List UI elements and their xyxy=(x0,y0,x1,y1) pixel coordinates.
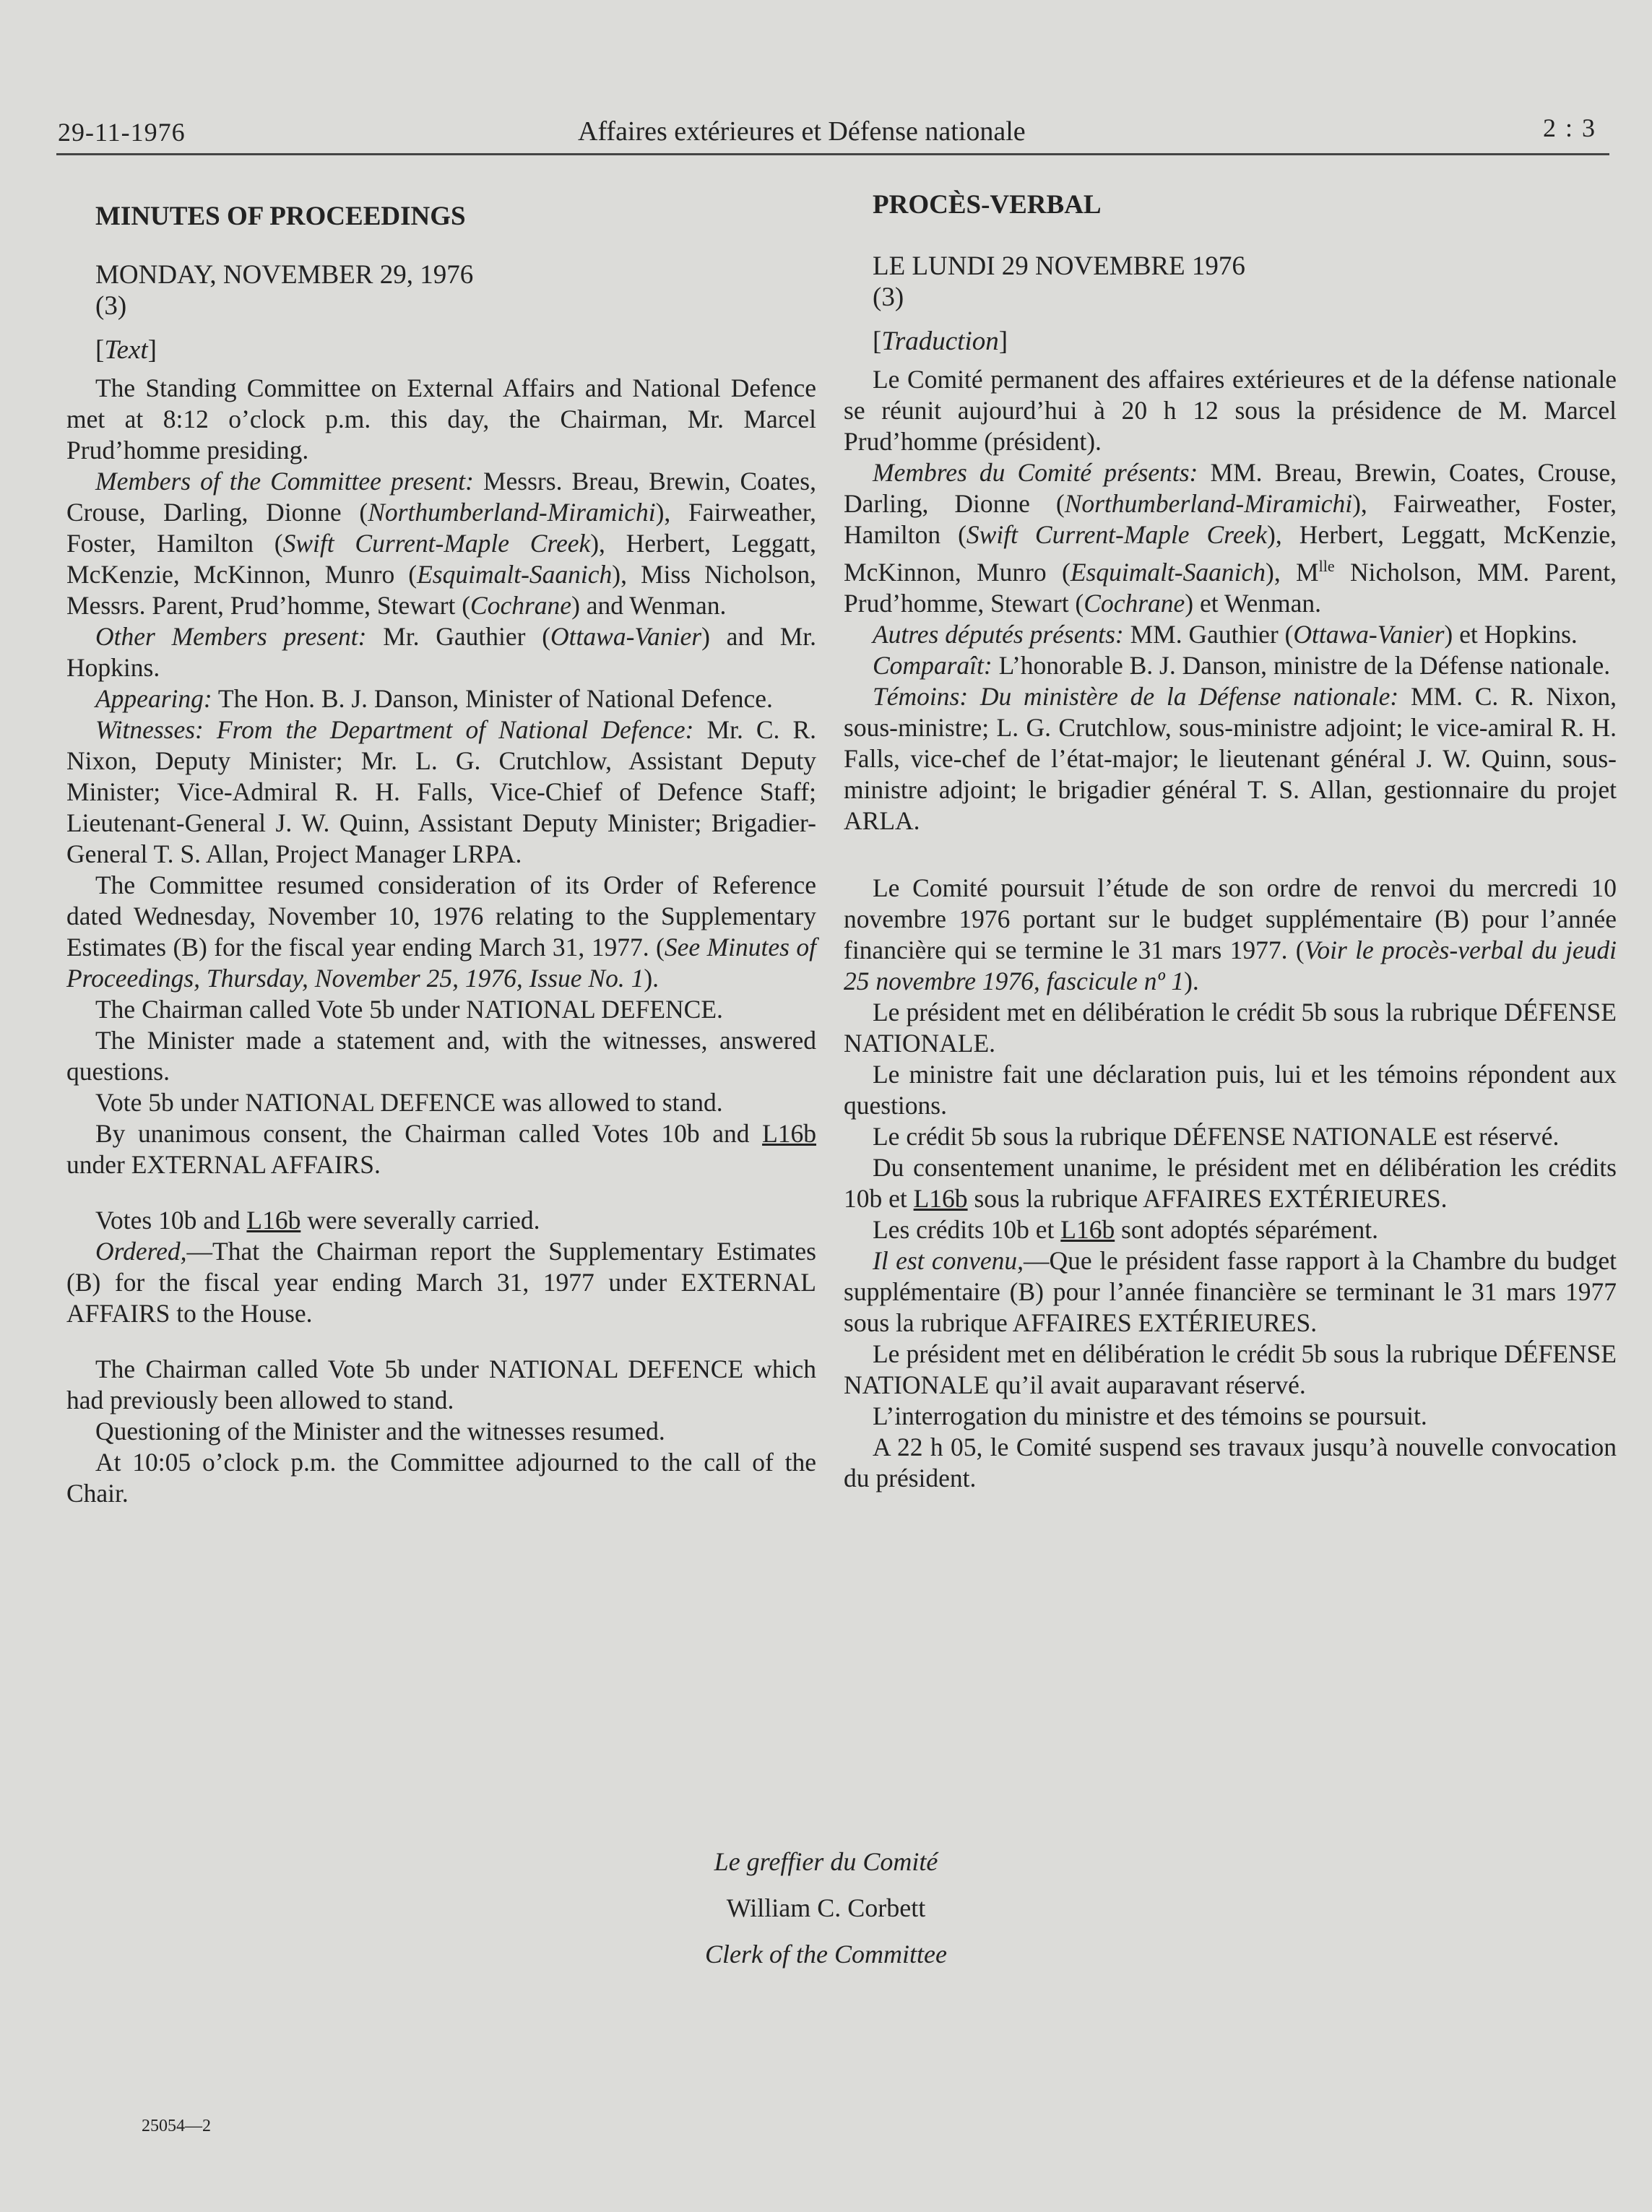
french-paragraph: Les crédits 10b et L16b sont adoptés séparément. xyxy=(873,1214,1378,1244)
english-appearing: Appearing: The Hon. B. J. Danson, Minister of National Defence. xyxy=(95,684,773,713)
english-paragraph: Votes 10b and L16b were severally carried. xyxy=(95,1206,540,1235)
english-witnesses: Witnesses: From the Department of National Defence: Mr. C. R. Nixon, Deputy Minister; Mr. L. G. Crutchlow, Assistant Deputy Minister; Vice-Admiral R. H. Falls, Vice-Chief of Defence Staff; Lieutenant-General J. W. Quinn, Assistant Deputy Minister; Brigadier-General T. S. Allan, Project Manager LRPA. xyxy=(66,715,816,868)
english-paragraph: At 10:05 o’clock p.m. the Committee adjourned to the call of the Chair. xyxy=(66,1448,816,1508)
french-members-present: Membres du Comité présents: MM. Breau, Brewin, Coates, Crouse, Darling, Dionne (Northumberland-Miramichi), Fairweather, Foster, Hamilton (Swift Current-Maple Creek), Herbert, Leggatt, McKenzie, McKinnon, Munro (Esquimalt-Saanich), $M^{lle}$ Nicholson, MM. Parent, Prud’homme, Stewart (Cochrane) et Wenman. xyxy=(844,458,1617,618)
english-paragraph: The Committee resumed consideration of its Order of Reference dated Wednesday, November 10, 1976 relating to the Supplementary Estimates (B) for the fiscal year ending March 31, 1977. (See Minutes of Proceedings, Thursday, November 25, 1976, Issue No. 1). xyxy=(66,870,816,993)
english-order: Ordered,—That the Chairman report the Supplementary Estimates (B) for the fiscal year ending March 31, 1977 under EXTERNAL AFFAIRS to the House. xyxy=(66,1237,816,1328)
page-header xyxy=(58,108,1596,153)
french-title: PROCÈS-VERBAL xyxy=(873,190,1102,220)
english-date: MONDAY, NOVEMBER 29, 1976 xyxy=(95,260,474,290)
french-paragraph: Le président met en délibération le crédit 5b sous la rubrique DÉFENSE NATIONALE qu’il avait auparavant réservé. xyxy=(844,1339,1617,1399)
english-paragraph: The Chairman called Vote 5b under NATIONAL DEFENCE which had previously been allowed to stand. xyxy=(66,1355,816,1414)
english-paragraph: By unanimous consent, the Chairman called Votes 10b and L16b under EXTERNAL AFFAIRS. xyxy=(66,1119,816,1179)
english-number: (3) xyxy=(95,291,127,321)
french-number: (3) xyxy=(873,282,904,312)
signature-role-english: Clerk of the Committee xyxy=(705,1940,947,1969)
english-title: MINUTES OF PROCEEDINGS xyxy=(95,202,466,231)
english-column xyxy=(66,201,816,1509)
signature-name: William C. Corbett xyxy=(726,1893,926,1922)
english-paragraph: Vote 5b under NATIONAL DEFENCE was allowed to stand. xyxy=(95,1088,723,1117)
french-other-members: Autres députés présents: MM. Gauthier (Ottawa-Vanier) et Hopkins. xyxy=(873,619,1578,649)
french-appearing: Comparaît: L’honorable B. J. Danson, ministre de la Défense nationale. xyxy=(873,650,1611,680)
french-column xyxy=(844,189,1617,1494)
english-text-tag: [Text] xyxy=(95,335,157,365)
french-paragraph: Du consentement unanime, le président met en délibération les crédits 10b et L16b sous la rubrique AFFAIRES EXTÉRIEURES. xyxy=(844,1152,1617,1213)
header-page-number: 2 : 3 xyxy=(1542,113,1596,142)
english-paragraph: The Chairman called Vote 5b under NATIONAL DEFENCE. xyxy=(95,995,723,1024)
english-paragraph: The Standing Committee on External Affairs and National Defence met at 8:12 o’clock p.m. this day, the Chairman, Mr. Marcel Prud’homme presiding. xyxy=(66,373,816,465)
french-paragraph: Le Comité permanent des affaires extérieures et de la défense nationale se réunit aujourd’hui à 20 h 12 sous la présidence de M. Marcel Prud’homme (président). xyxy=(844,365,1617,456)
english-other-members: Other Members present: Mr. Gauthier (Ottawa-Vanier) and Mr. Hopkins. xyxy=(66,622,816,682)
english-members-present: Members of the Committee present: Messrs. Breau, Brewin, Coates, Crouse, Darling, Dionne (Northumberland-Miramichi), Fairweather, Foster, Hamilton (Swift Current-Maple Creek), Herbert, Leggatt, McKenzie, McKinnon, Munro (Esquimalt-Saanich), Miss Nicholson, Messrs. Parent, Prud’homme, Stewart (Cochrane) and Wenman. xyxy=(66,467,817,620)
french-paragraph: Le ministre fait une déclaration puis, lui et les témoins répondent aux questions. xyxy=(844,1059,1617,1120)
header-rule xyxy=(56,153,1609,155)
french-paragraph: Le Comité poursuit l’étude de son ordre de renvoi du mercredi 10 novembre 1976 portant sur le budget supplémentaire (B) pour l’année financière qui se termine le 31 mars 1977. (Voir le procès-verbal du jeudi 25 novembre 1976, fascicule nº 1). xyxy=(844,873,1617,995)
signature-role-french: Le greffier du Comité xyxy=(714,1847,938,1876)
english-paragraph: Questioning of the Minister and the witnesses resumed. xyxy=(95,1417,665,1446)
french-paragraph: A 22 h 05, le Comité suspend ses travaux jusqu’à nouvelle convocation du président. xyxy=(844,1432,1617,1492)
french-paragraph: L’interrogation du ministre et des témoins se poursuit. xyxy=(873,1401,1427,1430)
french-paragraph: Le président met en délibération le crédit 5b sous la rubrique DÉFENSE NATIONALE. xyxy=(844,997,1617,1058)
header-title: Affaires extérieures et Défense nationale xyxy=(578,116,1026,147)
french-paragraph: Le crédit 5b sous la rubrique DÉFENSE NATIONALE est réservé. xyxy=(873,1121,1560,1151)
french-order: Il est convenu,—Que le président fasse rapport à la Chambre du budget supplémentaire (B) pour l’année financière se terminant le 31 mars 1977 sous la rubrique AFFAIRES EXTÉRIEURES. xyxy=(844,1245,1617,1337)
english-paragraph: The Minister made a statement and, with the witnesses, answered questions. xyxy=(66,1026,816,1086)
french-translation-tag: [Traduction] xyxy=(873,327,1008,356)
footer-print-code: 25054—2 xyxy=(142,2117,211,2135)
french-witnesses: Témoins: Du ministère de la Défense nationale: MM. C. R. Nixon, sous-ministre; L. G. Crutchlow, sous-ministre adjoint; le vice-amiral R. H. Falls, vice-chef de l’état-major; le lieutenant général J. W. Quinn, sous-ministre adjoint; le brigadier général T. S. Allan, gestionnaire du projet ARLA. xyxy=(844,681,1617,835)
french-date: LE LUNDI 29 NOVEMBRE 1976 xyxy=(873,251,1245,281)
header-date: 29-11-1976 xyxy=(58,118,186,147)
